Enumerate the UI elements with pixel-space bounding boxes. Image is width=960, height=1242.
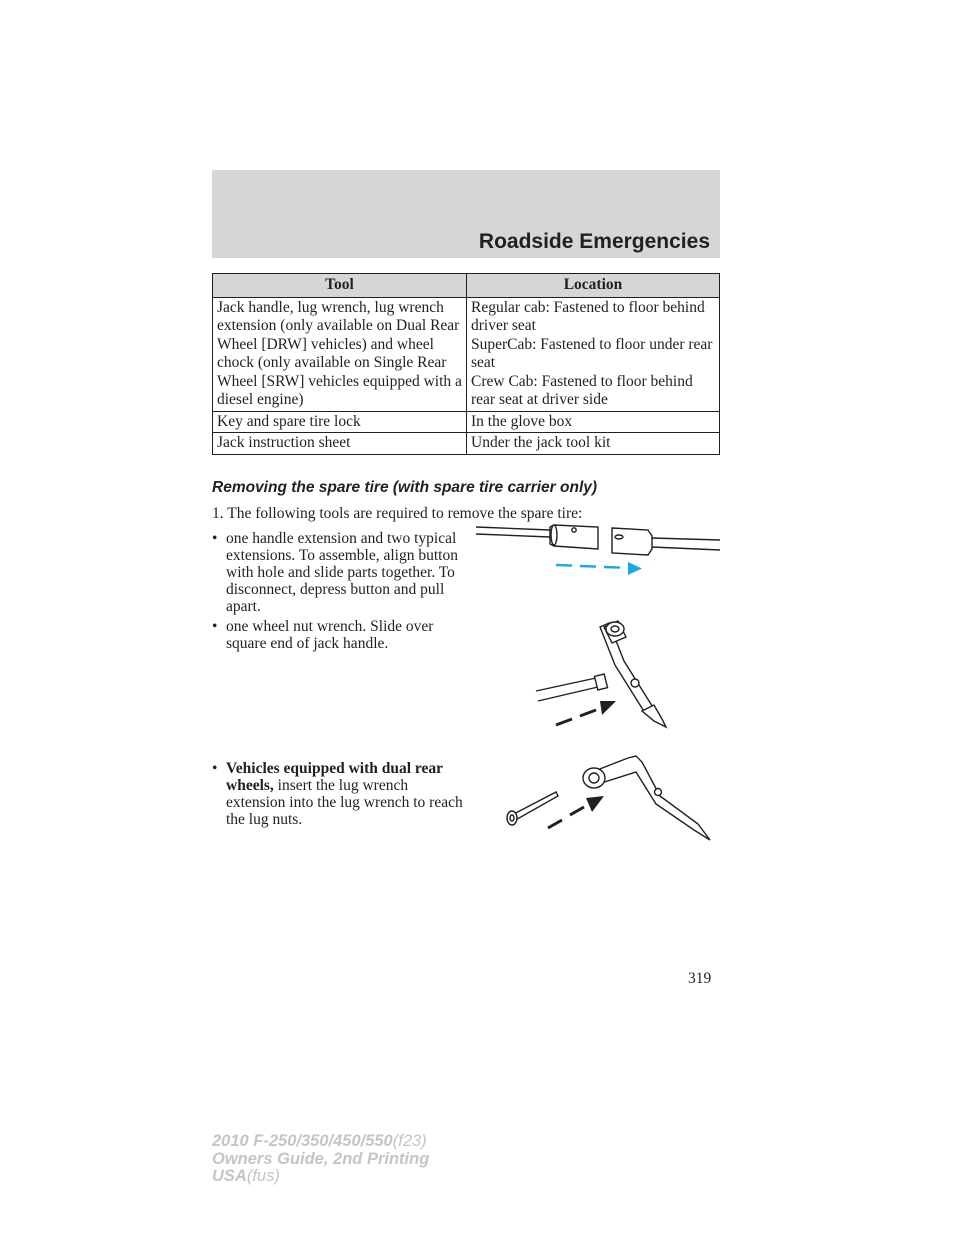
- bullet-item-extensions: [212, 530, 470, 615]
- location-line: In the glove box: [471, 412, 573, 430]
- location-cell: [467, 411, 720, 433]
- location-line: SuperCab: Fastened to floor under rear seat: [471, 335, 713, 371]
- table-header-row: [213, 274, 720, 298]
- bullet-item-wheel-nut-wrench: [212, 618, 470, 652]
- footer-model-code: (f23): [392, 1132, 427, 1150]
- table-row: [213, 433, 720, 455]
- subsection-heading: Removing the spare tire (with spare tire carrier only): [212, 479, 598, 496]
- tool-cell: Jack handle, lug wrench, lug wrench extension (only available on Dual Rear Wheel [DRW] vehicles) and wheel chock (only available on Single Rear Wheel [SRW] vehicles equipped with a diesel engine): [213, 297, 467, 411]
- tools-table: [212, 273, 720, 455]
- table-row: [213, 411, 720, 433]
- tool-cell: Key and spare tire lock: [213, 411, 467, 433]
- footer-edition: Owners Guide, 2nd Printing: [212, 1149, 430, 1168]
- location-line: Under the jack tool kit: [471, 434, 611, 451]
- step-1-text: 1. The following tools are required to remove the spare tire:: [212, 505, 583, 522]
- location-line: Crew Cab: Fastened to floor behind rear seat at driver side: [471, 372, 693, 408]
- footer-market-code: (fus): [246, 1167, 280, 1185]
- bullet-mark: •: [212, 618, 218, 635]
- tool-cell: Jack instruction sheet: [213, 433, 467, 455]
- column-header-location: Location: [467, 274, 720, 298]
- location-line: Regular cab: Fastened to floor behind driver seat: [471, 298, 705, 334]
- location-cell: [467, 297, 720, 411]
- section-title: Roadside Emergencies: [478, 230, 710, 253]
- section-header-band: [212, 170, 720, 258]
- document-footer: [212, 1133, 429, 1186]
- location-cell: [467, 433, 720, 455]
- bullet-mark: •: [212, 530, 218, 547]
- table-row: [213, 297, 720, 411]
- bullet-mark: •: [212, 760, 218, 777]
- bullet-bold-text: Vehicles equipped with dual rear wheels,: [226, 760, 443, 794]
- bullet-text: insert the lug wrench extension into the lug wrench to reach the lug nuts.: [226, 777, 463, 828]
- bullet-text: one wheel nut wrench. Slide over square end of jack handle.: [226, 618, 434, 652]
- wheel-nut-wrench-illustration: [530, 615, 730, 735]
- lug-wrench-extension-illustration: [500, 750, 730, 850]
- page-number: 319: [688, 970, 712, 987]
- handle-extension-illustration: [470, 515, 730, 585]
- bullet-item-dual-rear-wheels: [212, 760, 470, 828]
- footer-market: USA: [212, 1167, 247, 1185]
- bullet-text: one handle extension and two typical extensions. To assemble, align button with hole and slide parts together. To disconnect, depress button and pull apart.: [226, 530, 458, 615]
- footer-model: 2010 F-250/350/450/550: [212, 1132, 393, 1150]
- column-header-tool: Tool: [213, 274, 467, 298]
